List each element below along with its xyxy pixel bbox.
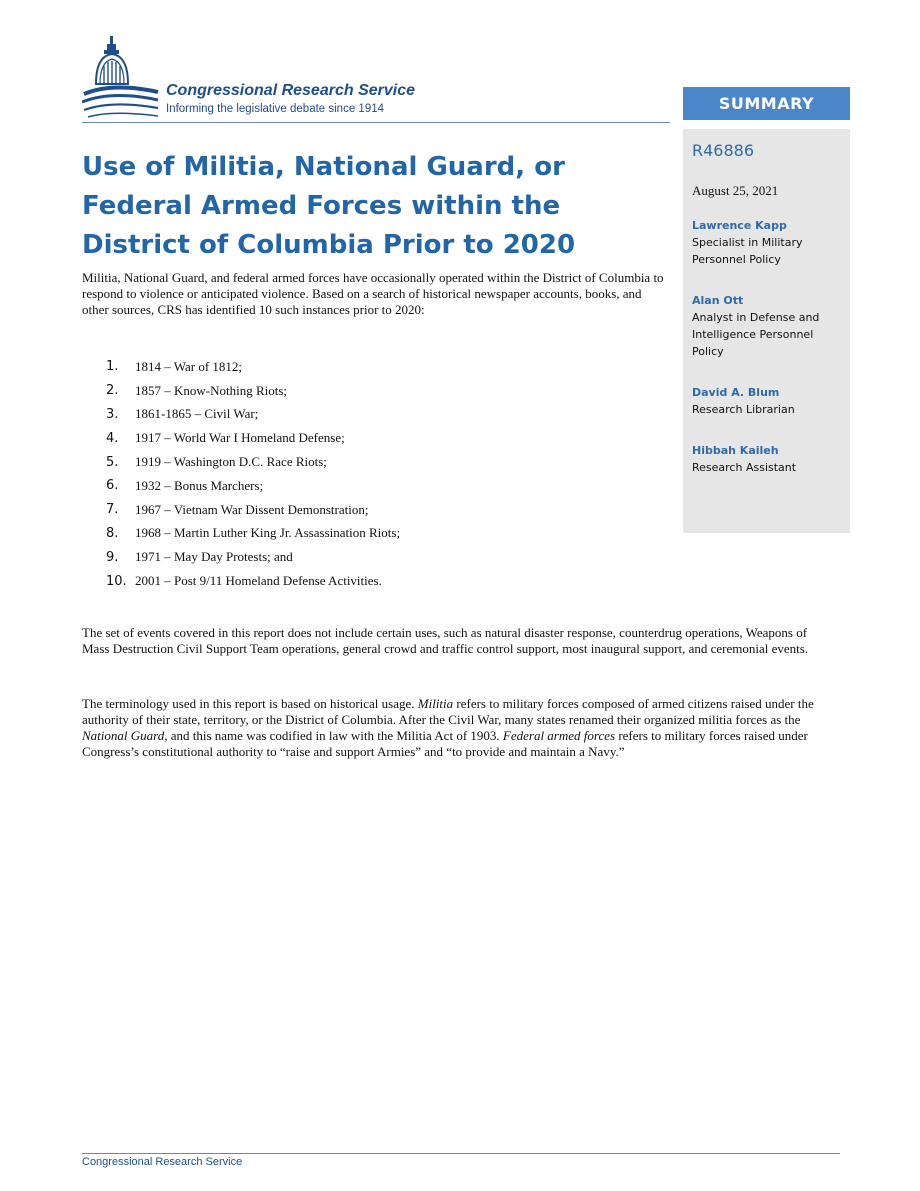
list-number: 1. (106, 359, 119, 375)
list-number: 3. (106, 406, 119, 422)
author-name: Hibbah Kaileh (692, 444, 779, 457)
list-number: 2. (106, 383, 119, 399)
terminology-text: The terminology used in this report is based on historical usage. (82, 696, 418, 711)
author-name: Alan Ott (692, 294, 744, 307)
list-number: 9. (106, 549, 119, 565)
author-role: Research Assistant (692, 461, 797, 474)
terminology-text: refers to military forces raised under Congress’s constitutional authority to “raise and support Armies” and “to provide and maintain a Navy.” (82, 728, 808, 759)
list-item (106, 355, 646, 379)
footer-divider (82, 1153, 840, 1154)
list-text: 1932 – Bonus Marchers; (135, 477, 264, 493)
terminology-paragraph (82, 696, 834, 760)
summary-header: SUMMARY (683, 87, 850, 120)
list-text: 1968 – Martin Luther King Jr. Assassination Riots; (135, 525, 401, 541)
list-item (106, 522, 646, 546)
list-number: 10. (106, 573, 127, 589)
list-number: 5. (106, 454, 119, 470)
header-divider (82, 122, 670, 123)
author-name: Lawrence Kapp (692, 219, 787, 232)
author-block (692, 384, 842, 418)
scope-paragraph: The set of events covered in this report does not include certain uses, such as natural disaster response, counterdrug operations, Weapons of Mass Destruction Civil Support Team operations, general crowd and traffic control support, most inaugural support, and ceremonial events. (82, 625, 809, 656)
list-text: 1967 – Vietnam War Dissent Demonstration; (135, 501, 369, 517)
terminology-text: refers to military forces composed of armed citizens raised under the authority of their state, territory, or the District of Columbia. After the Civil War, many states renamed their organized militia forces as the (82, 696, 814, 727)
list-item (106, 474, 646, 498)
list-text: 1917 – World War I Homeland Defense; (135, 430, 345, 446)
term-militia: Militia (417, 696, 454, 711)
list-item (106, 403, 646, 427)
crs-logo (82, 32, 672, 124)
list-item (106, 545, 646, 569)
report-number: R46886 (692, 141, 755, 160)
author-name: David A. Blum (692, 386, 780, 399)
list-text: 2001 – Post 9/11 Homeland Defense Activities. (135, 573, 382, 589)
report-date: August 25, 2021 (692, 183, 779, 198)
org-tagline: Informing the legislative debate since 1914 (166, 103, 385, 115)
list-item (106, 450, 646, 474)
capitol-dome-icon (82, 32, 162, 122)
list-text: 1919 – Washington D.C. Race Riots; (135, 454, 327, 470)
list-number: 7. (106, 502, 119, 518)
terminology-text: , and this name was codified in law with the Militia Act of 1903. (164, 728, 503, 743)
list-item (106, 498, 646, 522)
org-name: Congressional Research Service (166, 82, 416, 99)
events-list (106, 355, 646, 593)
author-block (692, 217, 842, 268)
author-block (692, 292, 842, 360)
document-title: Use of Militia, National Guard, or Federal Armed Forces within the District of Columbia Prior to 2020 (82, 152, 576, 260)
author-block (692, 442, 842, 476)
term-federal-armed-forces: Federal armed forces (502, 728, 616, 743)
list-item (106, 569, 646, 593)
footer-text: Congressional Research Service (82, 1156, 243, 1168)
list-item (106, 379, 646, 403)
list-text: 1971 – May Day Protests; and (135, 549, 293, 565)
list-text: 1814 – War of 1812; (135, 358, 243, 374)
list-number: 4. (106, 430, 119, 446)
list-number: 6. (106, 478, 119, 494)
intro-paragraph: Militia, National Guard, and federal armed forces have occasionally operated within the District of Columbia to respond to violence or anticipated violence. Based on a search of historical newspaper accounts, books, and other sources, CRS has identified 10 such instances prior to 2020: (82, 270, 664, 317)
list-text: 1857 – Know-Nothing Riots; (135, 382, 288, 398)
author-role: Analyst in Defense and Intelligence Personnel Policy (692, 311, 820, 358)
list-item (106, 426, 646, 450)
term-national-guard: National Guard (82, 728, 165, 743)
list-number: 8. (106, 525, 119, 541)
author-role: Specialist in Military Personnel Policy (692, 236, 803, 266)
author-role: Research Librarian (692, 403, 795, 416)
list-text: 1861-1865 – Civil War; (135, 406, 259, 422)
